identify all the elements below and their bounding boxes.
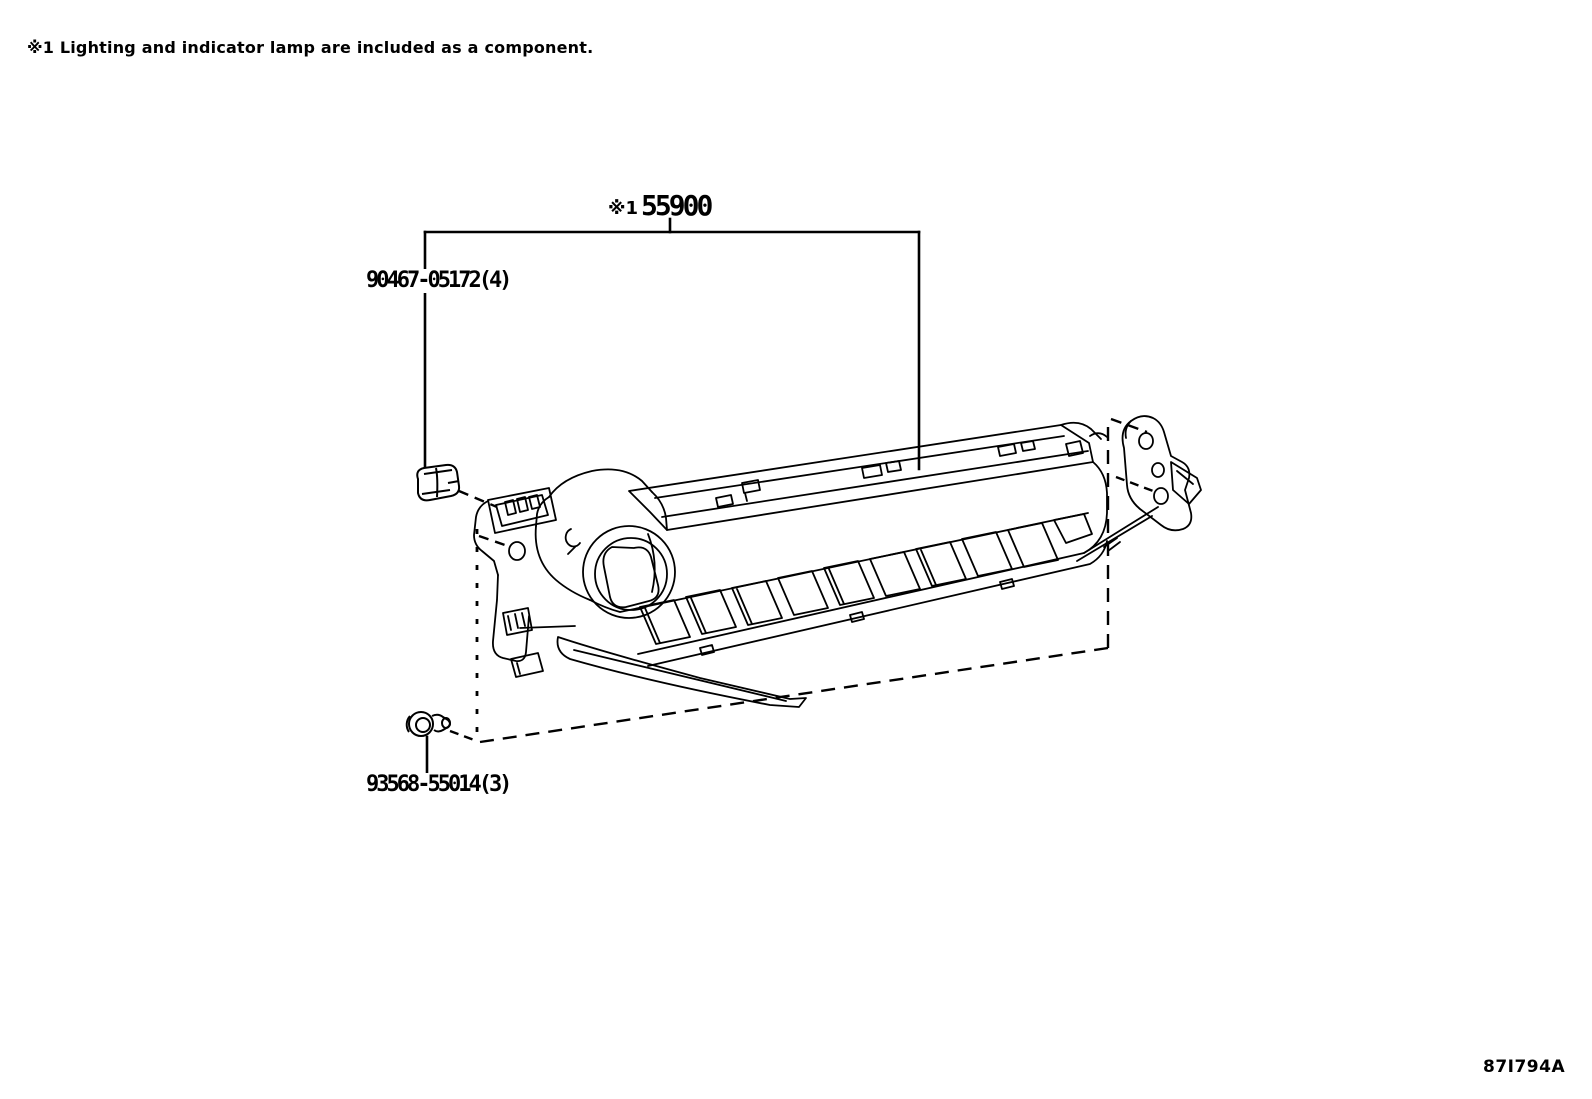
top-band: [629, 423, 1107, 530]
callout-bracket: [425, 219, 919, 774]
screw-drawing: [407, 712, 450, 736]
clip-drawing: [417, 465, 459, 500]
diagram-code: 87I794A: [1483, 1057, 1566, 1077]
assembly-ref-mark: ※1: [608, 198, 639, 219]
vent-slot-row: [590, 462, 1107, 666]
part-number-clip: 90467-05172(4): [366, 268, 510, 293]
gauge-ring-section: [536, 469, 675, 618]
switch-bezel: [488, 488, 556, 533]
assembly-part-number: 55900: [641, 189, 711, 222]
assembly-callout: [608, 189, 711, 222]
footnote: ※1 Lighting and indicator lamp are included as a component.: [27, 38, 594, 57]
panel-assembly-drawing: [474, 416, 1201, 707]
right-bracket-drawing: [1077, 416, 1201, 561]
part-number-screw: 93568-55014(3): [366, 772, 510, 797]
bottom-skirt: [558, 637, 807, 707]
